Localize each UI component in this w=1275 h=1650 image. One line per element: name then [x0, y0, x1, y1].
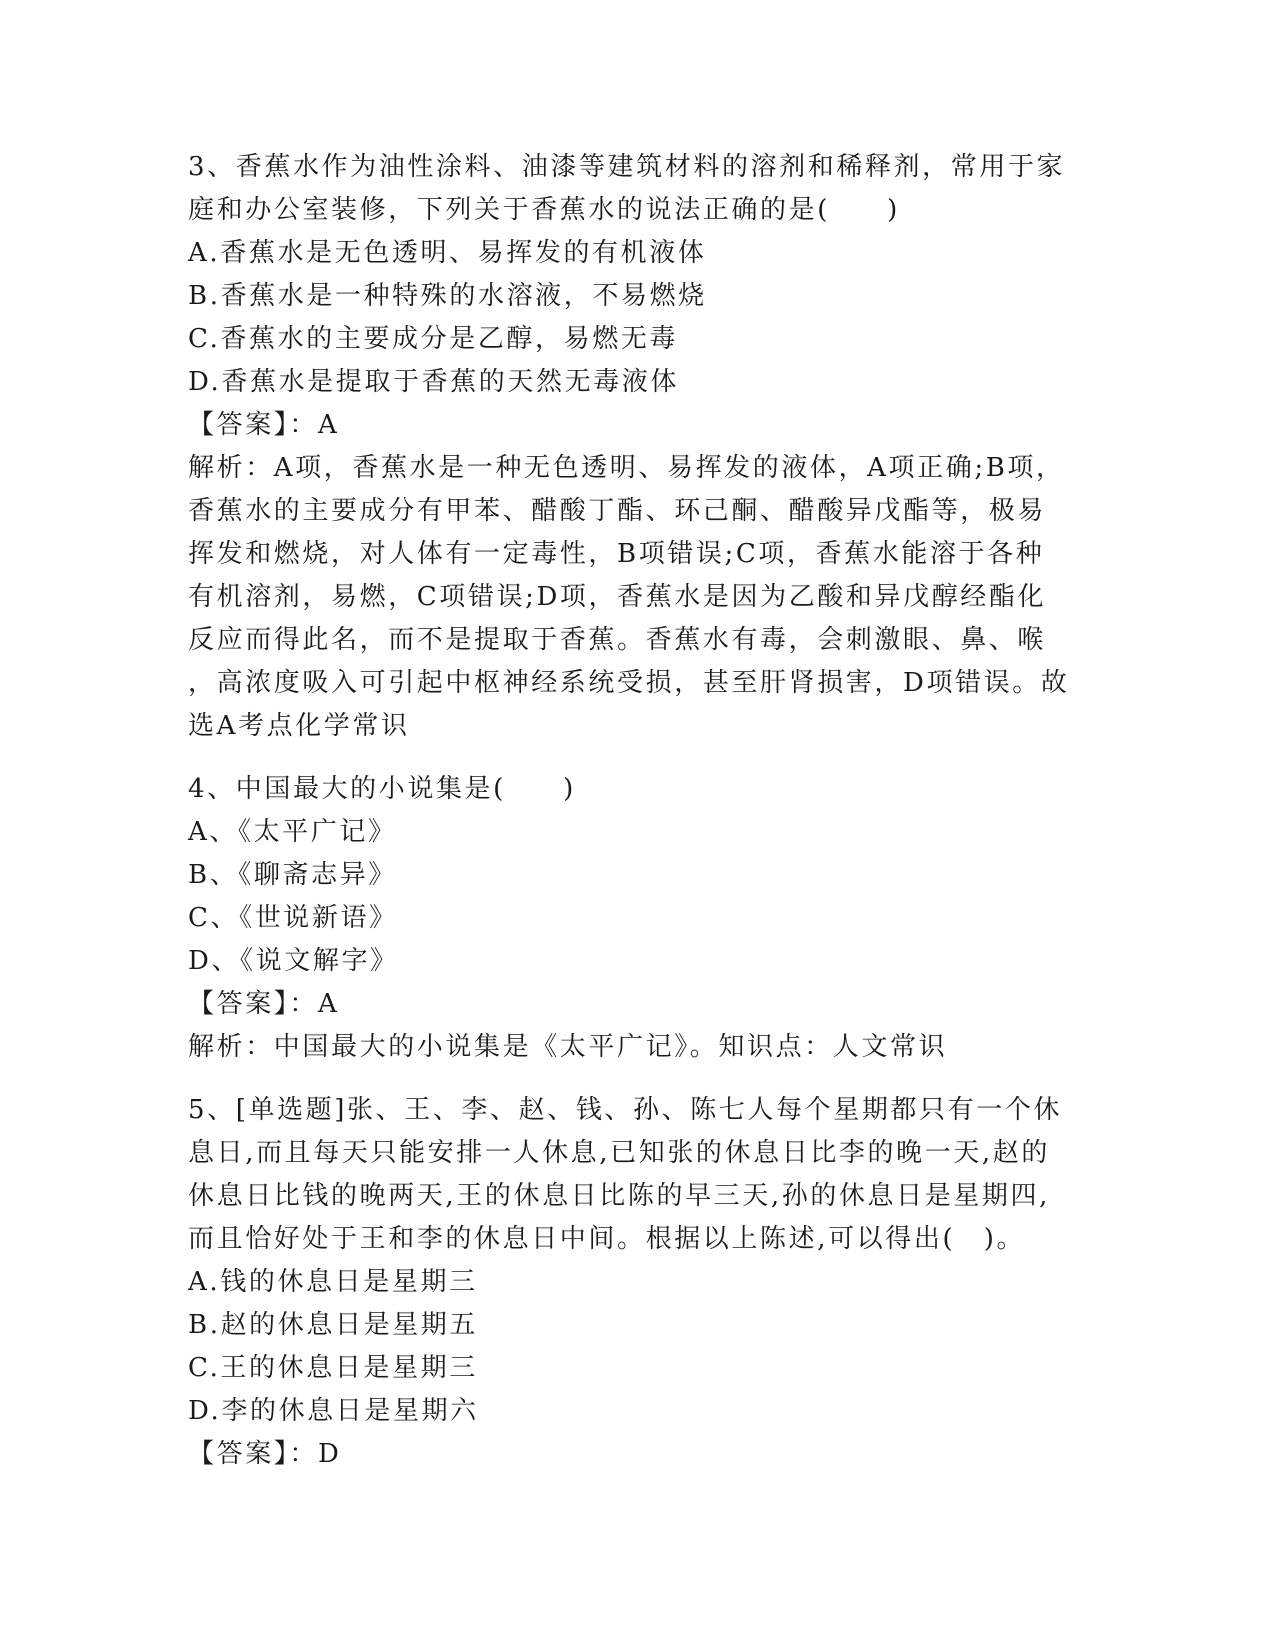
question-stem: 3、香蕉水作为油性涂料、油漆等建筑材料的溶剂和稀释剂，常用于家 — [188, 152, 1066, 182]
option-b: B.香蕉水是一种特殊的水溶液，不易燃烧 — [188, 281, 707, 311]
question-spacer — [188, 1069, 1078, 1089]
answer-line: 【答案】：A — [188, 989, 340, 1019]
option-a: A.香蕉水是无色透明、易挥发的有机液体 — [188, 238, 707, 268]
analysis-line: 挥发和燃烧，对人体有一定毒性，B项错误;C项，香蕉水能溶于各种 — [188, 539, 1045, 569]
question-5 — [188, 1089, 1078, 1476]
option-a: A、《太平广记》 — [188, 817, 397, 847]
option-a: A.钱的休息日是星期三 — [188, 1267, 478, 1297]
option-c: C.香蕉水的主要成分是乙醇，易燃无毒 — [188, 324, 679, 354]
option-b: B.赵的休息日是星期五 — [188, 1310, 478, 1340]
option-c: C.王的休息日是星期三 — [188, 1353, 478, 1383]
question-3 — [188, 146, 1078, 748]
analysis-line: 选A考点化学常识 — [188, 711, 410, 741]
question-4 — [188, 768, 1078, 1069]
question-stem: 4、中国最大的小说集是( ) — [188, 774, 576, 804]
question-stem: 而且恰好处于王和李的休息日中间。根据以上陈述,可以得出( )。 — [188, 1224, 1026, 1254]
question-stem: 5、[单选题]张、王、李、赵、钱、孙、陈七人每个星期都只有一个休 — [188, 1095, 1063, 1125]
analysis-line: 香蕉水的主要成分有甲苯、醋酸丁酯、环己酮、醋酸异戊酯等，极易 — [188, 496, 1047, 526]
analysis-line: ，高浓度吸入可引起中枢神经系统受损，甚至肝肾损害，D项错误。故 — [188, 668, 1070, 698]
answer-line: 【答案】：D — [188, 1439, 342, 1469]
option-b: B、《聊斋志异》 — [188, 860, 397, 890]
question-stem: 息日,而且每天只能安排一人休息,已知张的休息日比李的晚一天,赵的 — [188, 1138, 1050, 1168]
analysis-line: 解析：A项，香蕉水是一种无色透明、易挥发的液体，A项正确;B项， — [188, 453, 1065, 483]
question-spacer — [188, 748, 1078, 768]
analysis-line: 反应而得此名，而不是提取于香蕉。香蕉水有毒，会刺激眼、鼻、喉 — [188, 625, 1047, 655]
question-stem: 休息日比钱的晚两天,王的休息日比陈的早三天,孙的休息日是星期四, — [188, 1181, 1050, 1211]
option-c: C、《世说新语》 — [188, 903, 398, 933]
document-page — [188, 146, 1078, 1476]
analysis-line: 解析：中国最大的小说集是《太平广记》。知识点：人文常识 — [188, 1032, 948, 1062]
question-stem: 庭和办公室装修，下列关于香蕉水的说法正确的是( ) — [188, 195, 900, 225]
option-d: D、《说文解字》 — [188, 946, 399, 976]
answer-line: 【答案】：A — [188, 410, 340, 440]
option-d: D.李的休息日是星期六 — [188, 1396, 479, 1426]
option-d: D.香蕉水是提取于香蕉的天然无毒液体 — [188, 367, 679, 397]
analysis-line: 有机溶剂，易燃，C项错误;D项，香蕉水是因为乙酸和异戊醇经酯化 — [188, 582, 1047, 612]
